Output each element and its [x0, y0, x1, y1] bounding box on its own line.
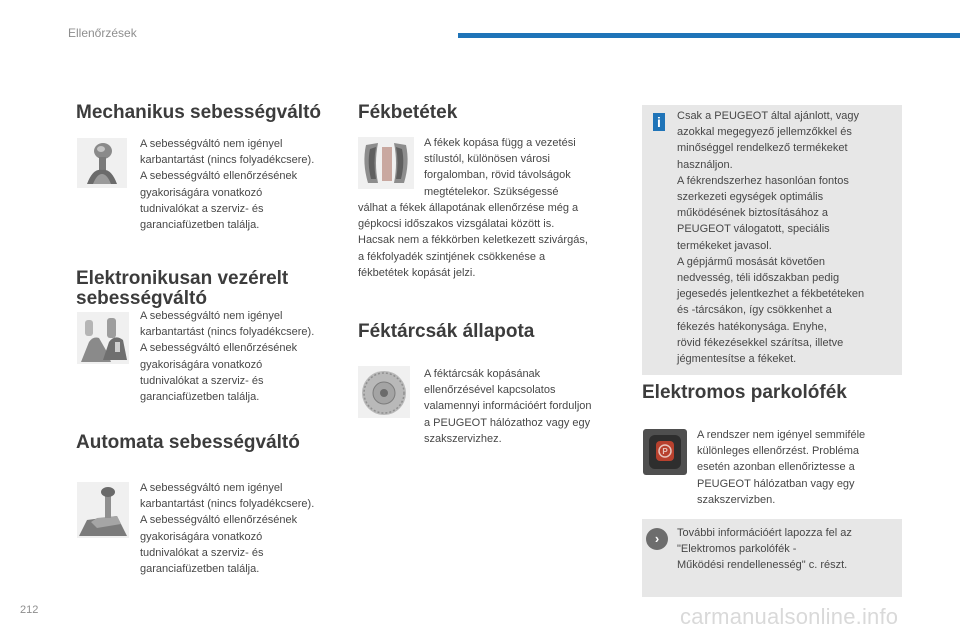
svg-text:P: P — [662, 447, 668, 456]
brake-discs-title: Féktárcsák állapota — [358, 321, 535, 342]
brake-pads-text-indented: A fékek kopása függ a vezetési stílustól, különösen városi forgalomban, rövid távolságok megtételekor. Szükségessé — [424, 137, 576, 198]
electronic-gear-selector-icon — [77, 312, 129, 364]
parking-brake-text: A rendszer nem igényel semmiféle különleges ellenőrzést. Probléma esetén azonban ellenőriztesse a PEUGEOT hálózatban vagy egy szakszervizben. — [697, 429, 866, 506]
mechanical-gearbox-text: A sebességváltó nem igényel karbantartást (nincs folyadékcsere). A sebességváltó ellenőrzésének gyakoriságára vonatkozó tudnivalókat a szerviz- és garanciafüzetben találja. — [140, 138, 315, 232]
automatic-gear-selector-icon — [77, 482, 129, 538]
brake-disc-icon — [358, 366, 410, 418]
parking-brake-title: Elektromos parkolófék — [642, 382, 847, 403]
watermark: carmanualsonline.info — [680, 604, 899, 629]
electronic-gearbox-text: A sebességváltó nem igényel karbantartást (nincs folyadékcsere). A sebességváltó ellenőrzésének gyakoriságára vonatkozó tudnivalókat a szerviz- és garanciafüzetben találja. — [140, 310, 315, 404]
electric-parking-brake-icon — [643, 429, 687, 475]
mechanical-gearbox-title: Mechanikus sebességváltó — [76, 102, 321, 123]
brake-pads-text: válhat a fékek állapotának ellenőrzése még a gépkocsi időszakos vizsgálatai között is. Hacsak nem a fékkörben keletkezett szivárgás, a fékfolyadék szintjének csökkenése a fékbetétek kopását jelzi. — [358, 202, 588, 279]
brake-pads-icon — [358, 137, 414, 189]
info-text: Csak a PEUGEOT által ajánlott, vagy azokkal megegyező jellemzőkkel és minőséggel rendelkező termékeket használjon. A fékrendszerhez hasonlóan fontos szerkezeti egységek optimális működésének biztosításához a PEUGEOT válogatott, speciális termékeket javasol. A gépjármű mosását követően nedvesség, téli időszakban pedig jegesedés jelentkezhet a fékbetéteken és -tárcsákon, így csökkenhet a fékezés hatékonysága. Enyhe, rövid fékezésekkel szárítsa, illetve jégmentesítse a fékeket. — [677, 110, 865, 366]
page-header-title: Ellenőrzések — [68, 26, 137, 40]
electronic-gearbox-title-line1: Elektronikusan vezérelt — [76, 268, 289, 289]
more-info-text: További információért lapozza fel az "Elektromos parkolófék - Működési rendellenesség" c. részt. — [677, 527, 852, 572]
page-number: 212 — [20, 604, 39, 616]
automatic-gearbox-title: Automata sebességváltó — [76, 432, 300, 453]
brake-pads-title: Fékbetétek — [358, 102, 458, 123]
gear-shift-knob-icon — [77, 138, 127, 188]
info-icon: i — [653, 113, 665, 131]
electronic-gearbox-title-line2: sebességváltó — [76, 288, 207, 309]
header-accent-bar — [458, 33, 960, 38]
automatic-gearbox-text: A sebességváltó nem igényel karbantartást (nincs folyadékcsere). A sebességváltó ellenőrzésének gyakoriságára vonatkozó tudnivalókat a szerviz- és garanciafüzetben találja. — [140, 482, 315, 576]
more-info-arrow-icon: › — [646, 528, 668, 550]
brake-discs-text: A féktárcsák kopásának ellenőrzésével kapcsolatos valamennyi információért forduljon a PEUGEOT hálózathoz vagy egy szakszervizhez. — [424, 368, 592, 445]
